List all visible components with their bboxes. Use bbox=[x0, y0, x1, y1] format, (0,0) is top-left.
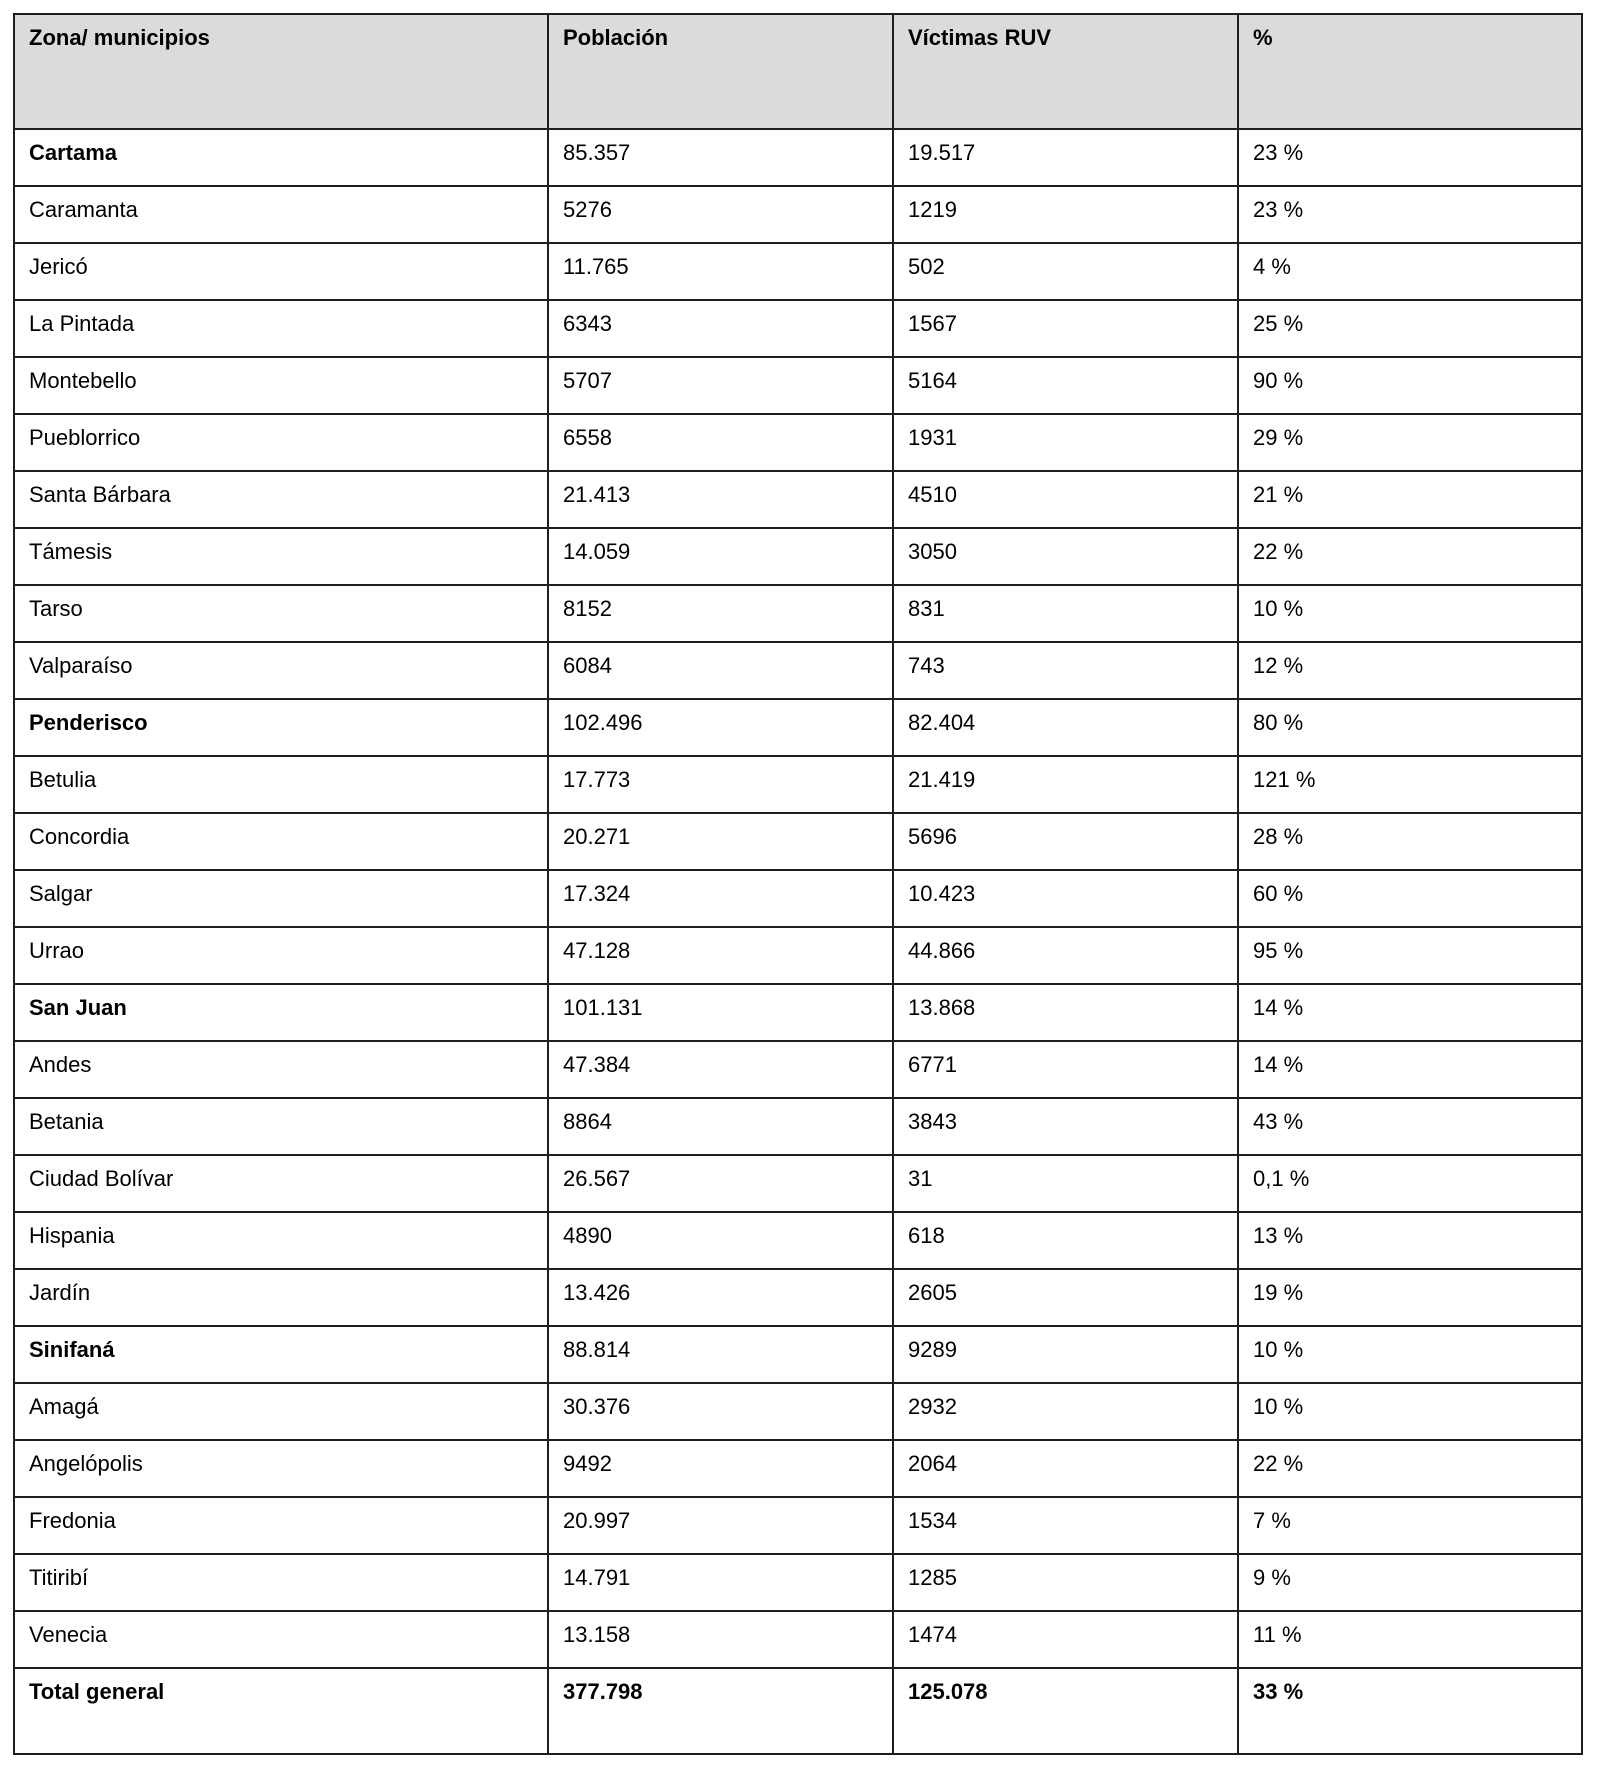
cell-poblacion: 20.271 bbox=[548, 813, 893, 870]
cell-zona-municipio: Santa Bárbara bbox=[14, 471, 548, 528]
table-row bbox=[14, 528, 1582, 585]
cell-poblacion: 6343 bbox=[548, 300, 893, 357]
cell-zona-municipio: Betulia bbox=[14, 756, 548, 813]
table-row bbox=[14, 1611, 1582, 1668]
cell-percent: 14 % bbox=[1238, 1041, 1582, 1098]
cell-victimas-ruv: 1534 bbox=[893, 1497, 1238, 1554]
table-row bbox=[14, 300, 1582, 357]
table-row bbox=[14, 1155, 1582, 1212]
cell-zona-municipio: Cartama bbox=[14, 129, 548, 186]
cell-poblacion: 13.426 bbox=[548, 1269, 893, 1326]
cell-poblacion: 17.324 bbox=[548, 870, 893, 927]
cell-poblacion: 8864 bbox=[548, 1098, 893, 1155]
cell-percent: 10 % bbox=[1238, 1326, 1582, 1383]
cell-zona-municipio: Salgar bbox=[14, 870, 548, 927]
cell-victimas-ruv: 13.868 bbox=[893, 984, 1238, 1041]
cell-poblacion: 6084 bbox=[548, 642, 893, 699]
table-row bbox=[14, 1212, 1582, 1269]
cell-zona-municipio: Total general bbox=[14, 1668, 548, 1754]
cell-percent: 10 % bbox=[1238, 1383, 1582, 1440]
cell-victimas-ruv: 3050 bbox=[893, 528, 1238, 585]
cell-zona-municipio: Amagá bbox=[14, 1383, 548, 1440]
cell-zona-municipio: Venecia bbox=[14, 1611, 548, 1668]
cell-percent: 10 % bbox=[1238, 585, 1582, 642]
table-row bbox=[14, 1554, 1582, 1611]
table-row bbox=[14, 1326, 1582, 1383]
cell-poblacion: 17.773 bbox=[548, 756, 893, 813]
cell-poblacion: 377.798 bbox=[548, 1668, 893, 1754]
cell-percent: 14 % bbox=[1238, 984, 1582, 1041]
column-header-percent: % bbox=[1238, 14, 1582, 129]
cell-victimas-ruv: 2932 bbox=[893, 1383, 1238, 1440]
cell-victimas-ruv: 31 bbox=[893, 1155, 1238, 1212]
table-body bbox=[14, 129, 1582, 1754]
cell-victimas-ruv: 9289 bbox=[893, 1326, 1238, 1383]
column-header-poblacion: Población bbox=[548, 14, 893, 129]
cell-poblacion: 4890 bbox=[548, 1212, 893, 1269]
table-row bbox=[14, 1383, 1582, 1440]
cell-zona-municipio: Caramanta bbox=[14, 186, 548, 243]
cell-percent: 22 % bbox=[1238, 1440, 1582, 1497]
table-row bbox=[14, 186, 1582, 243]
table-row bbox=[14, 813, 1582, 870]
cell-percent: 25 % bbox=[1238, 300, 1582, 357]
cell-victimas-ruv: 831 bbox=[893, 585, 1238, 642]
table-row bbox=[14, 756, 1582, 813]
cell-victimas-ruv: 1474 bbox=[893, 1611, 1238, 1668]
cell-percent: 13 % bbox=[1238, 1212, 1582, 1269]
cell-percent: 9 % bbox=[1238, 1554, 1582, 1611]
table-row bbox=[14, 927, 1582, 984]
cell-victimas-ruv: 4510 bbox=[893, 471, 1238, 528]
cell-percent: 0,1 % bbox=[1238, 1155, 1582, 1212]
cell-victimas-ruv: 21.419 bbox=[893, 756, 1238, 813]
cell-zona-municipio: Titiribí bbox=[14, 1554, 548, 1611]
table-row bbox=[14, 471, 1582, 528]
cell-percent: 29 % bbox=[1238, 414, 1582, 471]
cell-victimas-ruv: 1567 bbox=[893, 300, 1238, 357]
cell-poblacion: 47.384 bbox=[548, 1041, 893, 1098]
cell-percent: 80 % bbox=[1238, 699, 1582, 756]
cell-victimas-ruv: 5696 bbox=[893, 813, 1238, 870]
cell-victimas-ruv: 3843 bbox=[893, 1098, 1238, 1155]
cell-percent: 23 % bbox=[1238, 129, 1582, 186]
cell-victimas-ruv: 1219 bbox=[893, 186, 1238, 243]
table-row bbox=[14, 642, 1582, 699]
cell-poblacion: 85.357 bbox=[548, 129, 893, 186]
table-row bbox=[14, 585, 1582, 642]
cell-zona-municipio: San Juan bbox=[14, 984, 548, 1041]
cell-poblacion: 9492 bbox=[548, 1440, 893, 1497]
cell-poblacion: 101.131 bbox=[548, 984, 893, 1041]
cell-percent: 28 % bbox=[1238, 813, 1582, 870]
cell-victimas-ruv: 1931 bbox=[893, 414, 1238, 471]
cell-poblacion: 13.158 bbox=[548, 1611, 893, 1668]
table-row bbox=[14, 243, 1582, 300]
column-header-zona-municipios: Zona/ municipios bbox=[14, 14, 548, 129]
cell-percent: 21 % bbox=[1238, 471, 1582, 528]
cell-percent: 7 % bbox=[1238, 1497, 1582, 1554]
cell-poblacion: 88.814 bbox=[548, 1326, 893, 1383]
table-row bbox=[14, 984, 1582, 1041]
cell-poblacion: 5707 bbox=[548, 357, 893, 414]
cell-zona-municipio: Montebello bbox=[14, 357, 548, 414]
cell-zona-municipio: Ciudad Bolívar bbox=[14, 1155, 548, 1212]
cell-zona-municipio: Jardín bbox=[14, 1269, 548, 1326]
cell-percent: 22 % bbox=[1238, 528, 1582, 585]
cell-victimas-ruv: 743 bbox=[893, 642, 1238, 699]
cell-percent: 121 % bbox=[1238, 756, 1582, 813]
table-row bbox=[14, 699, 1582, 756]
cell-poblacion: 14.059 bbox=[548, 528, 893, 585]
cell-zona-municipio: Valparaíso bbox=[14, 642, 548, 699]
cell-poblacion: 47.128 bbox=[548, 927, 893, 984]
cell-zona-municipio: Angelópolis bbox=[14, 1440, 548, 1497]
table-row bbox=[14, 1497, 1582, 1554]
cell-zona-municipio: Sinifaná bbox=[14, 1326, 548, 1383]
cell-victimas-ruv: 19.517 bbox=[893, 129, 1238, 186]
cell-zona-municipio: Urrao bbox=[14, 927, 548, 984]
cell-zona-municipio: Hispania bbox=[14, 1212, 548, 1269]
table-row bbox=[14, 1041, 1582, 1098]
cell-victimas-ruv: 125.078 bbox=[893, 1668, 1238, 1754]
cell-percent: 95 % bbox=[1238, 927, 1582, 984]
cell-poblacion: 11.765 bbox=[548, 243, 893, 300]
cell-victimas-ruv: 2605 bbox=[893, 1269, 1238, 1326]
cell-percent: 23 % bbox=[1238, 186, 1582, 243]
cell-zona-municipio: Concordia bbox=[14, 813, 548, 870]
cell-percent: 90 % bbox=[1238, 357, 1582, 414]
cell-percent: 19 % bbox=[1238, 1269, 1582, 1326]
cell-zona-municipio: Támesis bbox=[14, 528, 548, 585]
victims-by-municipality-table bbox=[13, 13, 1583, 1755]
cell-victimas-ruv: 1285 bbox=[893, 1554, 1238, 1611]
cell-zona-municipio: Penderisco bbox=[14, 699, 548, 756]
cell-percent: 43 % bbox=[1238, 1098, 1582, 1155]
cell-victimas-ruv: 502 bbox=[893, 243, 1238, 300]
cell-zona-municipio: Andes bbox=[14, 1041, 548, 1098]
cell-percent: 60 % bbox=[1238, 870, 1582, 927]
cell-poblacion: 8152 bbox=[548, 585, 893, 642]
cell-victimas-ruv: 2064 bbox=[893, 1440, 1238, 1497]
cell-poblacion: 6558 bbox=[548, 414, 893, 471]
table-row bbox=[14, 357, 1582, 414]
header-row bbox=[14, 14, 1582, 129]
cell-zona-municipio: Jericó bbox=[14, 243, 548, 300]
cell-zona-municipio: Pueblorrico bbox=[14, 414, 548, 471]
table-row bbox=[14, 1269, 1582, 1326]
cell-zona-municipio: Tarso bbox=[14, 585, 548, 642]
cell-poblacion: 26.567 bbox=[548, 1155, 893, 1212]
cell-victimas-ruv: 82.404 bbox=[893, 699, 1238, 756]
cell-percent: 33 % bbox=[1238, 1668, 1582, 1754]
cell-victimas-ruv: 10.423 bbox=[893, 870, 1238, 927]
cell-victimas-ruv: 6771 bbox=[893, 1041, 1238, 1098]
cell-percent: 11 % bbox=[1238, 1611, 1582, 1668]
cell-poblacion: 30.376 bbox=[548, 1383, 893, 1440]
cell-percent: 4 % bbox=[1238, 243, 1582, 300]
table-row bbox=[14, 414, 1582, 471]
cell-poblacion: 14.791 bbox=[548, 1554, 893, 1611]
cell-poblacion: 20.997 bbox=[548, 1497, 893, 1554]
cell-victimas-ruv: 618 bbox=[893, 1212, 1238, 1269]
column-header-victimas-ruv: Víctimas RUV bbox=[893, 14, 1238, 129]
cell-poblacion: 5276 bbox=[548, 186, 893, 243]
cell-poblacion: 21.413 bbox=[548, 471, 893, 528]
cell-zona-municipio: La Pintada bbox=[14, 300, 548, 357]
table-row bbox=[14, 870, 1582, 927]
table-row bbox=[14, 1098, 1582, 1155]
cell-victimas-ruv: 5164 bbox=[893, 357, 1238, 414]
cell-victimas-ruv: 44.866 bbox=[893, 927, 1238, 984]
cell-percent: 12 % bbox=[1238, 642, 1582, 699]
cell-poblacion: 102.496 bbox=[548, 699, 893, 756]
cell-zona-municipio: Fredonia bbox=[14, 1497, 548, 1554]
table-row bbox=[14, 129, 1582, 186]
cell-zona-municipio: Betania bbox=[14, 1098, 548, 1155]
table-row bbox=[14, 1440, 1582, 1497]
table-row bbox=[14, 1668, 1582, 1754]
